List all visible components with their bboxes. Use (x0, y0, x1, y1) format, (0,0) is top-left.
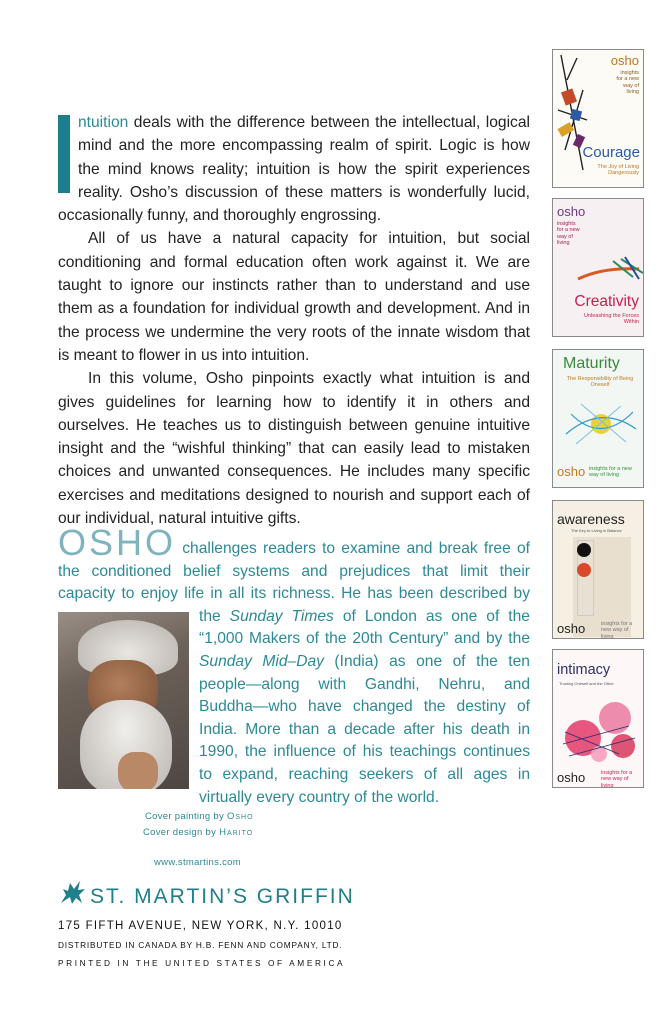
intro-first-word: ntuition (78, 114, 129, 131)
book-cover-intimacy[interactable]: intimacy Trusting Oneself and the Other osho insights for a new way of living (552, 649, 644, 788)
author-bio (58, 522, 530, 809)
intro-paragraph-3: In this volume, Osho pinpoints exactly what intuition is and gives guidelines for learning how to identify it in others and ourselves. He teaches us to distinguish between genuine intuitive insight and the “wishful thinking” that can easily lead to mistaken choices and unwanted consequences. He includes many specific exercises and meditations designed to nourish and support each of our individual, natural intuitive gifts. (58, 370, 530, 528)
author-name: OSHO (58, 522, 177, 563)
book-cover-maturity[interactable]: Maturity The Responsibility of Being Oneself osho insights for a new way of living (552, 349, 644, 488)
bio-text-3: (India) as one of the ten people—along with Gandhi, Nehru, and Buddha—who have changed the destiny of India. More than a decade after his death in 1990, the influence of his teachings continues to expand, reaching seekers of all ages in virtually every country of the world. (199, 652, 530, 806)
maturity-artwork-icon (561, 394, 639, 454)
bio-publication-1: Sunday Times (229, 607, 334, 625)
bio-text-2: of London as one of the “1,000 Makers of the 20th Century” and by the (199, 607, 530, 648)
author-photo (58, 612, 189, 789)
intimacy-artwork-icon (559, 694, 643, 766)
griffin-logo-icon (58, 877, 88, 907)
creativity-artwork-icon (573, 249, 644, 289)
cover-painting-credit: Cover painting by Osho (145, 811, 254, 822)
bio-publication-2: Sunday Mid–Day (199, 652, 324, 670)
book-cover-courage[interactable]: osho insights for a new way of living Courage The Joy of Living Dangerously (552, 49, 644, 188)
drop-cap-i (58, 115, 70, 193)
intro-p1-text: deals with the difference between the intellectual, logical mind and the more encompassing realm of spirit. Logic is how the mind knows reality; intuition is how the spirit experiences reality. Osho’s discussion of these matters is wonderfully lucid, occasionally funny, and thoroughly engrossing. (58, 114, 530, 225)
bio-text-1: challenges readers to examine and break free of the conditioned belief systems and prejudices that limit their capacity to enjoy life in all its richness. He has been described by the (58, 540, 530, 625)
intro-paragraph-1 (58, 111, 530, 227)
publisher-name: ST. MARTIN’S GRIFFIN (90, 885, 355, 908)
publisher-address: 175 FIFTH AVENUE, NEW YORK, N.Y. 10010 (58, 920, 343, 932)
intro-text (58, 111, 530, 530)
distribution-note: DISTRIBUTED IN CANADA BY H.B. FENN AND COMPANY, LTD. (58, 940, 343, 950)
website-link[interactable]: www.stmartins.com (154, 857, 241, 868)
intro-paragraph-2: All of us have a natural capacity for intuition, but social conditioning and formal education often work against it. We are taught to ignore our instincts rather than to understand and use them as a foundation for individual growth and development. And in the process we undermine the very roots of the innate wisdom that is meant to flower in us into intuition. (58, 230, 530, 364)
book-cover-creativity[interactable]: osho insights for a new way of living Creativity Unleashing the Forces Within (552, 198, 644, 337)
black-dot-icon (577, 543, 591, 557)
printed-note: PRINTED IN THE UNITED STATES OF AMERICA (58, 958, 346, 968)
cover-design-credit: Cover design by Harito (143, 827, 254, 838)
book-cover-awareness[interactable]: awareness The Key to Living in Balance osho insights for a new way of living (552, 500, 644, 639)
red-dot-icon (577, 563, 591, 577)
